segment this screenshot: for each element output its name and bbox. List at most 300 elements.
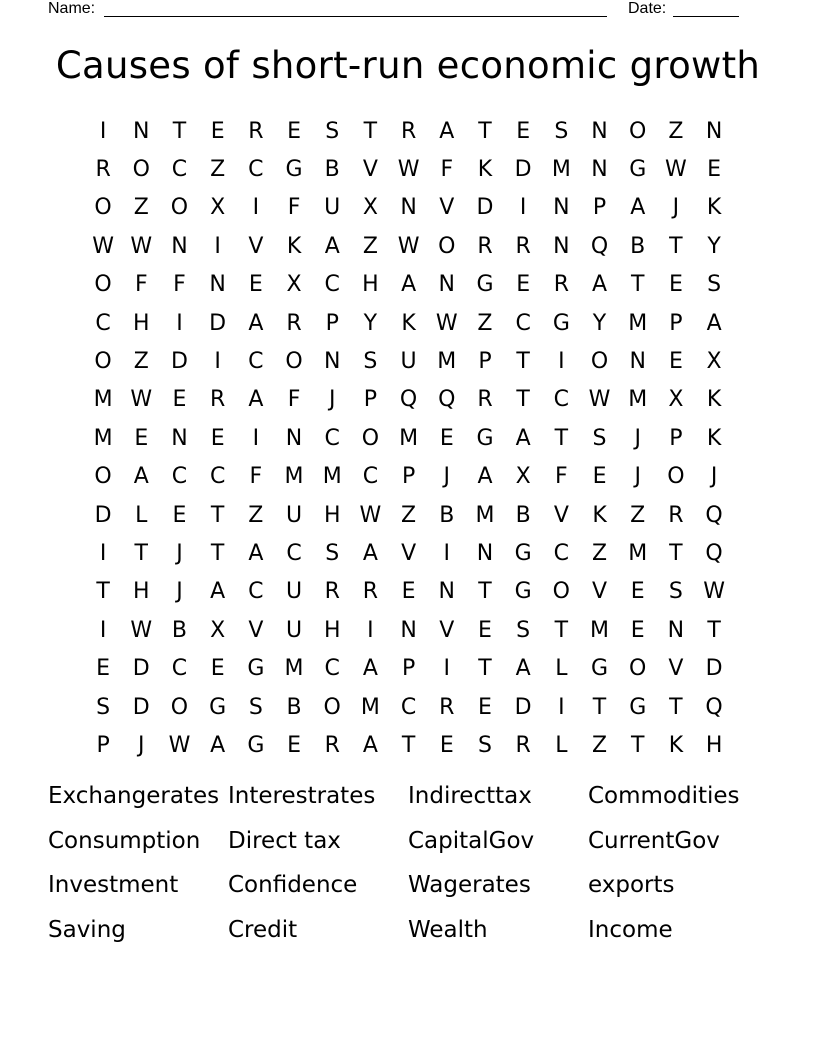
- grid-letter: Z: [477, 310, 493, 336]
- grid-letter: V: [668, 656, 684, 682]
- grid-letter: Z: [210, 157, 226, 183]
- grid-letter: A: [401, 272, 417, 298]
- grid-letter: V: [439, 617, 455, 643]
- grid-letter: O: [667, 464, 685, 490]
- grid-letter: X: [210, 617, 226, 643]
- grid-letter: S: [592, 425, 607, 451]
- grid-letter: R: [286, 310, 302, 336]
- grid-letter: G: [629, 694, 647, 720]
- grid-letter: Q: [399, 387, 418, 413]
- word-list: [48, 776, 768, 955]
- grid-letter: A: [248, 540, 264, 566]
- grid-letter: E: [248, 272, 263, 298]
- grid-letter: Q: [590, 233, 609, 259]
- grid-letter: C: [171, 464, 188, 490]
- grid-letter: X: [706, 349, 722, 375]
- grid-letter: G: [476, 425, 494, 451]
- grid-letter: I: [443, 540, 451, 566]
- word-list-item: Investment: [48, 872, 179, 899]
- grid-letter: J: [328, 387, 336, 413]
- grid-letter: T: [516, 349, 530, 375]
- grid-letter: K: [706, 387, 722, 413]
- grid-letter: M: [628, 387, 648, 413]
- grid-letter: C: [248, 157, 264, 183]
- grid-letter: F: [287, 387, 301, 413]
- grid-letter: M: [93, 425, 113, 451]
- grid-letter: E: [210, 118, 225, 144]
- grid-letter: M: [628, 540, 648, 566]
- grid-letter: P: [401, 464, 416, 490]
- grid-letter: I: [558, 349, 565, 375]
- grid-letter: N: [667, 617, 685, 643]
- grid-letter: T: [669, 233, 683, 259]
- grid-letter: W: [397, 233, 420, 259]
- grid-letter: E: [478, 694, 492, 720]
- grid-letter: E: [439, 425, 454, 451]
- grid-letter: O: [629, 118, 647, 144]
- grid-letter: E: [210, 425, 225, 451]
- grid-letter: W: [92, 233, 114, 259]
- grid-letter: H: [133, 310, 150, 336]
- grid-letter: A: [515, 425, 531, 451]
- grid-letter: M: [437, 349, 457, 375]
- grid-letter: N: [438, 272, 456, 298]
- word-list-item: Credit: [228, 917, 298, 944]
- grid-letter: V: [362, 157, 378, 183]
- grid-letter: J: [710, 464, 718, 490]
- word-list-item: Indirecttax: [408, 783, 532, 809]
- grid-letter: O: [170, 195, 189, 221]
- grid-letter: R: [515, 233, 531, 259]
- grid-letter: X: [362, 195, 378, 221]
- word-list-item: Income: [588, 917, 673, 944]
- grid-letter: T: [516, 387, 530, 413]
- grid-letter: O: [94, 464, 112, 490]
- grid-letter: K: [706, 195, 722, 221]
- grid-letter: W: [588, 387, 611, 413]
- grid-letter: I: [367, 617, 374, 643]
- grid-letter: N: [323, 349, 341, 375]
- grid-letter: V: [439, 195, 455, 221]
- grid-letter: M: [322, 464, 342, 490]
- grid-letter: R: [477, 233, 493, 259]
- word-list-item: exports: [588, 872, 675, 899]
- grid-letter: Z: [248, 502, 264, 528]
- word-list-item: CapitalGov: [408, 827, 535, 854]
- grid-letter: F: [440, 157, 454, 183]
- grid-letter: W: [359, 502, 382, 528]
- grid-letter: T: [630, 732, 645, 758]
- grid-letter: U: [285, 579, 303, 605]
- grid-letter: C: [286, 540, 302, 566]
- grid-letter: N: [438, 579, 456, 605]
- letter-grid: [84, 112, 733, 765]
- grid-letter: M: [475, 502, 495, 528]
- grid-letter: M: [284, 656, 304, 682]
- grid-letter: T: [96, 579, 110, 605]
- word-list-item: Wagerates: [408, 872, 531, 899]
- grid-letter: K: [706, 425, 722, 451]
- grid-letter: S: [477, 732, 492, 758]
- grid-letter: V: [248, 617, 264, 643]
- grid-letter: N: [553, 233, 570, 259]
- grid-letter: S: [363, 349, 378, 375]
- grid-letter: Q: [705, 694, 723, 720]
- grid-letter: K: [477, 157, 493, 183]
- grid-letter: P: [325, 310, 339, 336]
- grid-letter: M: [360, 694, 380, 720]
- grid-letter: N: [133, 118, 150, 144]
- grid-letter: Y: [707, 233, 721, 259]
- grid-letter: C: [209, 464, 226, 490]
- grid-letter: G: [552, 310, 570, 336]
- grid-letter: E: [439, 732, 454, 758]
- grid-letter: F: [555, 464, 568, 490]
- grid-letter: H: [323, 502, 341, 528]
- grid-letter: K: [592, 502, 607, 528]
- word-list-item: Commodities: [588, 783, 740, 809]
- grid-letter: R: [439, 694, 455, 720]
- grid-letter: O: [590, 349, 609, 375]
- grid-letter: C: [515, 310, 531, 336]
- grid-letter: Q: [438, 387, 456, 413]
- grid-letter: X: [210, 195, 226, 221]
- grid-letter: G: [285, 157, 303, 183]
- grid-letter: B: [324, 157, 340, 183]
- grid-letter: Y: [363, 310, 378, 336]
- grid-letter: Z: [401, 502, 417, 528]
- grid-letter: A: [630, 195, 646, 221]
- grid-letter: N: [400, 195, 417, 221]
- grid-letter: P: [96, 732, 110, 758]
- grid-letter: E: [630, 617, 645, 643]
- grid-letter: X: [515, 464, 531, 490]
- grid-letter: A: [362, 540, 378, 566]
- grid-letter: D: [132, 694, 150, 720]
- grid-letter: C: [362, 464, 379, 490]
- grid-letter: R: [362, 579, 379, 605]
- grid-letter: E: [478, 617, 492, 643]
- grid-letter: Z: [668, 118, 684, 144]
- grid-letter: C: [248, 579, 264, 605]
- grid-letter: W: [397, 157, 420, 183]
- grid-letter: I: [252, 195, 260, 221]
- grid-letter: W: [435, 310, 458, 336]
- grid-letter: N: [171, 425, 188, 451]
- grid-letter: M: [284, 464, 304, 490]
- grid-letter: S: [325, 540, 340, 566]
- grid-letter: A: [324, 233, 340, 259]
- grid-letter: C: [171, 656, 188, 682]
- word-list-item: Consumption: [48, 827, 201, 854]
- grid-letter: O: [552, 579, 570, 605]
- grid-letter: P: [363, 387, 378, 413]
- grid-letter: I: [214, 349, 221, 375]
- grid-letter: A: [439, 118, 455, 144]
- grid-letter: C: [324, 656, 340, 682]
- grid-letter: K: [668, 732, 684, 758]
- grid-letter: O: [361, 425, 380, 451]
- grid-letter: A: [592, 272, 608, 298]
- grid-letter: U: [285, 617, 303, 643]
- grid-letter: F: [134, 272, 148, 298]
- grid-letter: T: [172, 118, 187, 144]
- grid-letter: E: [630, 579, 645, 605]
- grid-letter: A: [477, 464, 493, 490]
- grid-letter: T: [401, 732, 416, 758]
- grid-letter: T: [592, 694, 607, 720]
- grid-letter: H: [133, 579, 150, 605]
- grid-letter: W: [703, 579, 725, 605]
- grid-letter: P: [669, 425, 683, 451]
- grid-letter: A: [362, 732, 378, 758]
- grid-letter: S: [554, 118, 569, 144]
- grid-letter: R: [553, 272, 569, 298]
- grid-letter: T: [669, 540, 683, 566]
- word-list-item: Confidence: [228, 872, 358, 899]
- grid-letter: N: [553, 195, 570, 221]
- grid-letter: G: [591, 656, 609, 682]
- grid-letter: M: [399, 425, 419, 451]
- grid-letter: R: [210, 387, 226, 413]
- grid-letter: D: [514, 157, 532, 183]
- grid-letter: J: [176, 540, 183, 566]
- grid-letter: L: [135, 502, 148, 528]
- grid-letter: J: [672, 195, 680, 221]
- grid-letter: C: [248, 349, 264, 375]
- grid-letter: T: [210, 540, 225, 566]
- grid-letter: M: [590, 617, 610, 643]
- grid-letter: G: [247, 656, 265, 682]
- grid-letter: D: [209, 310, 227, 336]
- grid-letter: A: [133, 464, 149, 490]
- grid-letter: U: [400, 349, 417, 375]
- grid-letter: N: [591, 118, 608, 144]
- grid-letter: D: [94, 502, 112, 528]
- grid-letter: P: [401, 656, 416, 682]
- grid-letter: E: [287, 732, 301, 758]
- grid-letter: P: [592, 195, 607, 221]
- grid-letter: C: [400, 694, 417, 720]
- grid-letter: T: [707, 617, 721, 643]
- grid-letter: E: [287, 118, 301, 144]
- grid-letter: R: [248, 118, 264, 144]
- grid-letter: T: [134, 540, 148, 566]
- grid-letter: O: [629, 656, 647, 682]
- grid-letter: Z: [133, 349, 149, 375]
- grid-letter: A: [210, 579, 226, 605]
- grid-letter: D: [132, 656, 150, 682]
- grid-letter: D: [476, 195, 494, 221]
- grid-letter: N: [209, 272, 226, 298]
- grid-letter: E: [707, 157, 722, 183]
- grid-letter: N: [171, 233, 188, 259]
- grid-letter: N: [591, 157, 608, 183]
- grid-letter: V: [248, 233, 264, 259]
- grid-letter: C: [324, 272, 340, 298]
- page-title: Causes of short-run economic growth: [55, 44, 761, 87]
- grid-letter: N: [400, 617, 417, 643]
- grid-letter: R: [324, 579, 340, 605]
- grid-letter: U: [285, 502, 303, 528]
- grid-letter: F: [249, 464, 263, 490]
- grid-letter: S: [707, 272, 722, 298]
- grid-letter: C: [553, 540, 570, 566]
- grid-letter: W: [130, 233, 153, 259]
- grid-letter: A: [248, 310, 264, 336]
- grid-letter: X: [286, 272, 302, 298]
- grid-letter: I: [99, 617, 107, 643]
- grid-letter: S: [96, 694, 111, 720]
- grid-letter: K: [286, 233, 302, 259]
- grid-letter: R: [515, 732, 531, 758]
- grid-letter: T: [478, 656, 492, 682]
- grid-letter: H: [362, 272, 379, 298]
- grid-letter: R: [95, 157, 111, 183]
- grid-letter: L: [555, 656, 568, 682]
- grid-letter: S: [248, 694, 263, 720]
- grid-letter: T: [630, 272, 645, 298]
- grid-letter: E: [210, 656, 225, 682]
- grid-letter: M: [628, 310, 648, 336]
- grid-letter: A: [248, 387, 264, 413]
- word-list-item: Wealth: [408, 917, 488, 944]
- grid-letter: E: [668, 349, 683, 375]
- date-blank-line: [673, 16, 739, 17]
- word-list-item: Saving: [48, 917, 126, 944]
- grid-letter: G: [514, 579, 532, 605]
- word-list-item: Exchangerates: [48, 783, 220, 809]
- grid-letter: E: [172, 387, 187, 413]
- grid-letter: T: [210, 502, 225, 528]
- grid-letter: I: [443, 656, 451, 682]
- grid-letter: N: [705, 118, 723, 144]
- grid-letter: U: [324, 195, 341, 221]
- grid-letter: B: [171, 617, 188, 643]
- grid-letter: E: [172, 502, 187, 528]
- grid-letter: I: [99, 540, 107, 566]
- grid-letter: Y: [592, 310, 607, 336]
- grid-letter: I: [176, 310, 183, 336]
- grid-letter: E: [592, 464, 607, 490]
- grid-letter: C: [95, 310, 111, 336]
- grid-letter: N: [629, 349, 646, 375]
- date-label: Date:: [628, 0, 667, 17]
- grid-letter: M: [551, 157, 571, 183]
- grid-letter: E: [516, 118, 531, 144]
- grid-letter: O: [132, 157, 150, 183]
- grid-letter: I: [519, 195, 527, 221]
- grid-letter: E: [516, 272, 531, 298]
- grid-letter: P: [478, 349, 492, 375]
- grid-letter: B: [439, 502, 455, 528]
- grid-letter: E: [668, 272, 683, 298]
- grid-letter: J: [634, 464, 641, 490]
- grid-letter: Q: [705, 540, 723, 566]
- grid-letter: K: [401, 310, 416, 336]
- grid-letter: E: [96, 656, 111, 682]
- grid-letter: G: [629, 157, 647, 183]
- grid-letter: H: [705, 732, 723, 758]
- grid-letter: V: [401, 540, 417, 566]
- grid-letter: W: [130, 617, 153, 643]
- grid-letter: Z: [591, 732, 608, 758]
- grid-letter: I: [252, 425, 260, 451]
- grid-letter: A: [515, 656, 531, 682]
- grid-letter: P: [669, 310, 683, 336]
- grid-letter: C: [553, 387, 570, 413]
- grid-letter: E: [401, 579, 416, 605]
- grid-letter: F: [173, 272, 186, 298]
- grid-letter: G: [514, 540, 532, 566]
- grid-letter: X: [668, 387, 684, 413]
- grid-letter: R: [477, 387, 493, 413]
- worksheet-header: [0, 0, 816, 20]
- grid-letter: O: [438, 233, 456, 259]
- grid-letter: A: [210, 732, 226, 758]
- grid-letter: W: [168, 732, 191, 758]
- grid-letter: O: [94, 349, 112, 375]
- grid-letter: R: [400, 118, 417, 144]
- grid-letter: R: [668, 502, 684, 528]
- grid-letter: T: [478, 579, 492, 605]
- grid-letter: O: [323, 694, 341, 720]
- grid-letter: B: [286, 694, 302, 720]
- grid-letter: F: [287, 195, 301, 221]
- grid-letter: B: [630, 233, 646, 259]
- grid-letter: L: [555, 732, 568, 758]
- grid-letter: O: [94, 272, 112, 298]
- grid-letter: W: [130, 387, 153, 413]
- grid-letter: T: [669, 694, 683, 720]
- grid-letter: J: [138, 732, 145, 758]
- grid-letter: G: [247, 732, 265, 758]
- grid-letter: J: [634, 425, 641, 451]
- grid-letter: B: [515, 502, 531, 528]
- grid-letter: H: [323, 617, 341, 643]
- grid-letter: S: [516, 617, 531, 643]
- grid-letter: Q: [705, 502, 723, 528]
- grid-letter: S: [668, 579, 683, 605]
- word-list-item: Interestrates: [228, 783, 376, 809]
- grid-letter: M: [93, 387, 113, 413]
- grid-letter: V: [553, 502, 569, 528]
- grid-letter: J: [443, 464, 451, 490]
- grid-letter: I: [99, 118, 107, 144]
- grid-letter: T: [363, 118, 378, 144]
- grid-letter: G: [209, 694, 227, 720]
- grid-letter: O: [170, 694, 189, 720]
- grid-letter: G: [476, 272, 494, 298]
- grid-letter: I: [214, 233, 221, 259]
- grid-letter: T: [478, 118, 492, 144]
- grid-letter: T: [554, 617, 569, 643]
- grid-letter: D: [170, 349, 188, 375]
- grid-letter: Z: [630, 502, 646, 528]
- word-list-item: CurrentGov: [588, 827, 720, 854]
- grid-letter: Z: [591, 540, 608, 566]
- grid-letter: N: [285, 425, 303, 451]
- grid-letter: A: [362, 656, 378, 682]
- grid-letter: W: [665, 157, 687, 183]
- grid-letter: S: [325, 118, 340, 144]
- name-label: Name:: [48, 0, 96, 17]
- grid-letter: A: [706, 310, 722, 336]
- grid-letter: C: [171, 157, 188, 183]
- grid-letter: J: [176, 579, 183, 605]
- grid-letter: N: [476, 540, 494, 566]
- grid-letter: D: [705, 656, 723, 682]
